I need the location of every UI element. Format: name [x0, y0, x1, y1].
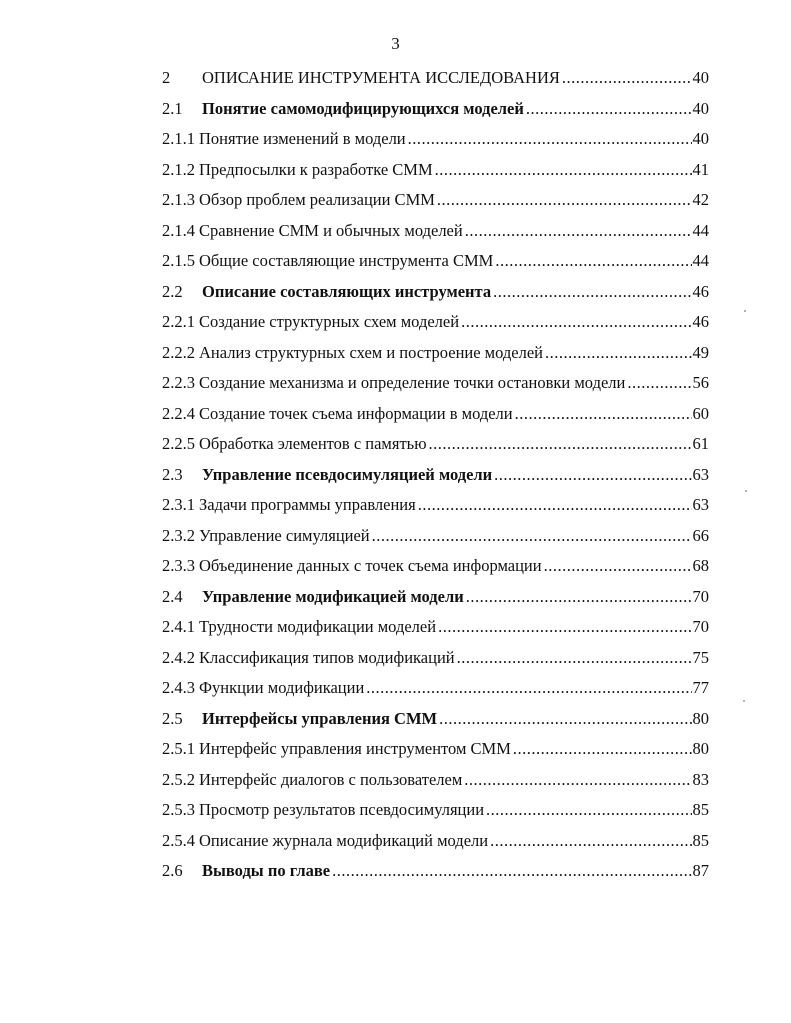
toc-entry-page: 60: [692, 403, 709, 423]
toc-entry-leader: [427, 429, 692, 460]
toc-entry: [162, 155, 709, 186]
toc-entry-title: Трудности модификации моделей: [199, 617, 437, 636]
toc-entry: [162, 551, 709, 582]
toc-entry-page: 40: [692, 68, 709, 87]
toc-entry: [162, 399, 709, 430]
toc-entry-title: Обработка элементов с памятью: [199, 434, 427, 453]
toc-entry-leader: [625, 368, 691, 399]
toc-entry-title: Сравнение СММ и обычных моделей: [199, 220, 463, 240]
toc-entry-number: 2.2.5: [162, 434, 195, 453]
toc-entry-number: 2.1: [162, 98, 183, 118]
toc-entry: [162, 826, 709, 857]
toc-entry-leader: [435, 185, 692, 216]
toc-entry-title: Управление модификацией модели: [202, 586, 464, 606]
toc-entry-number: 2: [162, 68, 171, 87]
toc-entry-leader: [560, 63, 692, 94]
toc-entry-page: 63: [692, 495, 709, 514]
page-number: 3: [391, 34, 400, 53]
toc-entry-title: Интерфейсы управления СММ: [202, 708, 438, 728]
scan-speck: [743, 700, 745, 702]
toc-entry-number: 2.2.4: [162, 403, 195, 423]
toc-entry-leader: [542, 551, 692, 582]
toc-entry: [162, 94, 709, 125]
toc-entry-page: 49: [692, 342, 709, 362]
toc-entry-page: 80: [692, 739, 709, 758]
toc-entry-title: Классификация типов модификаций: [199, 647, 455, 667]
toc-entry: [162, 185, 709, 216]
toc-entry-title: Общие составляющие инструмента СММ: [199, 251, 494, 270]
toc-entry-page: 41: [692, 159, 709, 179]
toc-entry-page: 80: [692, 708, 709, 728]
toc-entry: [162, 856, 709, 887]
toc-entry-leader: [524, 94, 692, 125]
toc-entry-title: Описание составляющих инструмента: [202, 281, 492, 301]
scan-speck: [744, 310, 746, 312]
toc-entry-page: 46: [692, 281, 709, 301]
toc-entry-title: Интерфейс диалогов с пользователем: [199, 769, 463, 789]
toc-entry-page: 68: [692, 556, 709, 575]
toc-entry-number: 2.1.5: [162, 251, 195, 270]
toc-entry-title: Просмотр результатов псевдосимуляции: [199, 800, 485, 819]
toc-entry-page: 85: [692, 800, 709, 819]
toc-entry-page: 85: [692, 830, 709, 850]
toc-entry: [162, 673, 709, 704]
toc-entry-leader: [433, 155, 692, 186]
toc-entry-leader: [436, 612, 691, 643]
toc-entry-leader: [455, 643, 692, 674]
toc-entry-number: 2.3: [162, 464, 183, 484]
toc-entry-page: 44: [692, 220, 709, 240]
toc-entry-number: 2.3.2: [162, 525, 195, 545]
toc-entry-leader: [492, 460, 691, 491]
toc-entry-number: 2.4.3: [162, 678, 195, 697]
toc-entry: [162, 795, 709, 826]
toc-entry-number: 2.4: [162, 586, 183, 606]
toc-entry-page: 44: [692, 251, 709, 270]
toc-entry-number: 2.5.1: [162, 739, 195, 758]
toc-entry-title: Понятие самомодифицирующихся моделей: [202, 98, 524, 118]
toc-entry-page: 56: [692, 373, 709, 392]
toc-entry-title: Создание структурных схем моделей: [199, 312, 460, 331]
toc-entry-leader: [491, 277, 691, 308]
toc-entry: [162, 612, 709, 643]
toc-entry-leader: [513, 399, 692, 430]
toc-entry: [162, 277, 709, 308]
toc-entry-page: 75: [692, 647, 709, 667]
toc-entry-leader: [416, 490, 692, 521]
toc-entry-leader: [437, 704, 691, 735]
toc-entry: [162, 765, 709, 796]
toc-entry-number: 2.1.2: [162, 159, 195, 179]
toc-entry: [162, 704, 709, 735]
toc-entry: [162, 246, 709, 277]
toc-entry-number: 2.5: [162, 708, 183, 728]
toc-entry-leader: [543, 338, 692, 369]
toc-entry-page: 83: [692, 769, 709, 789]
toc-entry-title: Функции модификации: [199, 678, 365, 697]
toc-entry-leader: [462, 765, 691, 796]
toc-entry-title: Объединение данных с точек съема информации: [199, 556, 542, 575]
toc-entry: [162, 124, 709, 155]
toc-entry-title: ОПИСАНИЕ ИНСТРУМЕНТА ИССЛЕДОВАНИЯ: [202, 68, 560, 87]
toc-entry: [162, 307, 709, 338]
toc-entry: [162, 368, 709, 399]
toc-entry-number: 2.2.2: [162, 342, 195, 362]
toc-entry-page: 63: [692, 464, 709, 484]
toc-entry-page: 40: [692, 129, 709, 148]
toc-entry-number: 2.2.1: [162, 312, 195, 331]
toc-entry-leader: [488, 826, 691, 857]
toc-entry-leader: [484, 795, 691, 826]
toc-entry: [162, 63, 709, 94]
toc-entry-page: 40: [692, 98, 709, 118]
toc-entry: [162, 216, 709, 247]
toc-entry-number: 2.5.3: [162, 800, 195, 819]
toc-entry-leader: [370, 521, 692, 552]
toc-entry-title: Создание механизма и определение точки остановки модели: [199, 373, 626, 392]
toc-entry-number: 2.3.3: [162, 556, 195, 575]
toc-entry-page: 70: [692, 617, 709, 636]
toc-entry-title: Анализ структурных схем и построение моделей: [199, 342, 543, 362]
toc-entry-title: Описание журнала модификаций модели: [199, 830, 489, 850]
toc-entry-leader: [493, 246, 691, 277]
toc-entry-number: 2.1.4: [162, 220, 195, 240]
toc-entry: [162, 734, 709, 765]
toc-entry-page: 66: [692, 525, 709, 545]
toc-entry-page: 42: [692, 190, 709, 209]
toc-entry-page: 46: [692, 312, 709, 331]
toc-entry-leader: [464, 582, 692, 613]
toc-entry-page: 87: [692, 861, 709, 880]
toc-entry-leader: [459, 307, 691, 338]
toc-entry-title: Предпосылки к разработке СММ: [199, 159, 433, 179]
toc-entry-number: 2.5.4: [162, 830, 195, 850]
toc-entry-title: Понятие изменений в модели: [199, 129, 406, 148]
table-of-contents: [162, 63, 709, 887]
scan-speck: [745, 490, 747, 492]
toc-entry-title: Управление псевдосимуляцией модели: [202, 464, 493, 484]
toc-entry-number: 2.5.2: [162, 769, 195, 789]
toc-entry-title: Интерфейс управления инструментом СММ: [199, 739, 511, 758]
toc-entry: [162, 338, 709, 369]
toc-entry-number: 2.1.3: [162, 190, 195, 209]
toc-entry-number: 2.4.2: [162, 647, 195, 667]
toc-entry: [162, 643, 709, 674]
toc-entry-leader: [406, 124, 692, 155]
toc-entry: [162, 429, 709, 460]
toc-entry-title: Задачи программы управления: [199, 495, 416, 514]
toc-entry-title: Обзор проблем реализации СММ: [199, 190, 435, 209]
toc-entry: [162, 460, 709, 491]
toc-entry-page: 61: [692, 434, 709, 453]
toc-entry-title: Выводы по главе: [202, 861, 331, 880]
toc-entry-number: 2.4.1: [162, 617, 195, 636]
toc-entry: [162, 582, 709, 613]
toc-entry-number: 2.3.1: [162, 495, 195, 514]
toc-entry-number: 2.6: [162, 861, 183, 880]
toc-entry-page: 70: [692, 586, 709, 606]
toc-entry-leader: [511, 734, 692, 765]
toc-entry-number: 2.2.3: [162, 373, 195, 392]
toc-entry-title: Создание точек съема информации в модели: [199, 403, 513, 423]
toc-entry-number: 2.1.1: [162, 129, 195, 148]
toc-entry: [162, 490, 709, 521]
toc-entry-leader: [330, 856, 691, 887]
toc-entry-number: 2.2: [162, 281, 183, 301]
toc-entry-leader: [364, 673, 691, 704]
toc-entry-leader: [463, 216, 692, 247]
toc-entry: [162, 521, 709, 552]
toc-entry-page: 77: [692, 678, 709, 697]
toc-entry-title: Управление симуляцией: [199, 525, 370, 545]
